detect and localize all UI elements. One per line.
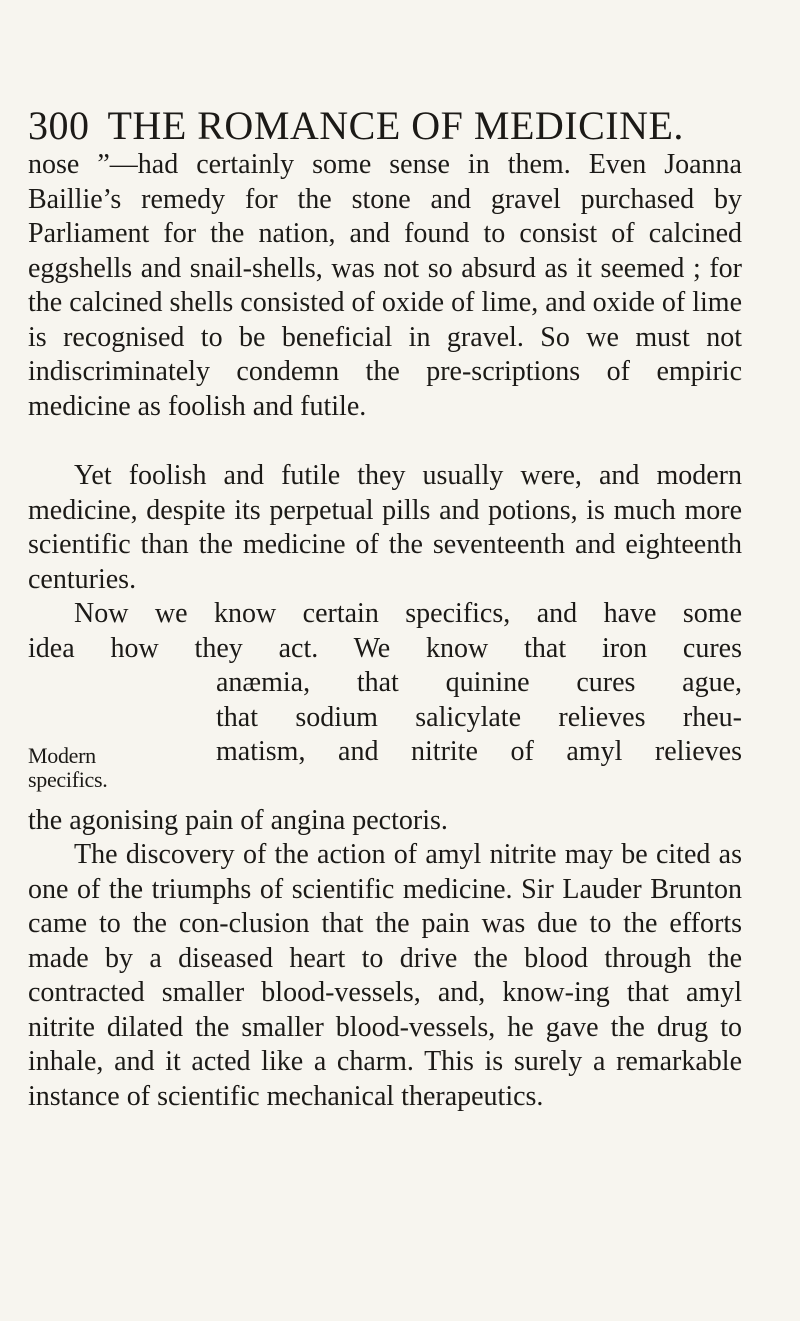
paragraph-4 xyxy=(28,838,742,1114)
paragraph-2-text: Yet foolish and futile they usually were, and modern medicine, despite its perpetual pills and potions, is much more scientific than the medicine of the seventeenth and eighteenth centuries. xyxy=(28,460,742,595)
paragraph-1-text: nose ”—had certainly some sense in them. Even Joanna Baillie’s remedy for the stone and gravel purchased by Parliament for the nation, and found to consist of calcined eggshells and snail-shells, was not so absurd as it seemed ; for the calcined shells consisted of oxide of lime, and oxide of lime is recognised to be beneficial in gravel. So we must not indiscriminately condemn the pre-scriptions of empiric medicine as foolish and futile. xyxy=(28,149,742,422)
paragraph-3-line-6: the agonising pain of angina pectoris. xyxy=(28,805,448,836)
paragraph-3-closing xyxy=(28,804,742,839)
paragraph-3-line-1: Now we know certain specifics, and have some xyxy=(74,598,742,629)
running-title: THE ROMANCE OF MEDICINE. xyxy=(107,103,684,148)
paragraph-4-text: The discovery of the action of amyl nitrite may be cited as one of the triumphs of scientific medicine. Sir Lauder Brunton came to the con-clusion that the pain was due to the efforts made by a diseased heart to drive the blood through the contracted smaller blood-vessels, and, know-ing that amyl nitrite dilated the smaller blood-vessels, he gave the drug to inhale, and it acted like a charm. This is surely a remarkable instance of scientific mechanical therapeutics. xyxy=(28,839,742,1112)
paragraph-1 xyxy=(28,148,742,424)
paragraph-3-wrapped xyxy=(28,666,742,770)
margin-note-line-2: specifics. xyxy=(28,767,108,792)
paragraph-3-line-4: that sodium salicylate relieves rheu- xyxy=(216,701,742,733)
margin-note-line-1: Modern xyxy=(28,743,96,768)
paragraph-3-line-5: matism, and nitrite of amyl relieves xyxy=(216,736,742,767)
paragraph-3-line-2: idea how they act. We know that iron cures xyxy=(28,632,742,664)
paragraph-3-line-3: anæmia, that quinine cures ague, xyxy=(216,667,742,698)
page-number: 300 xyxy=(28,103,90,148)
running-header xyxy=(28,102,748,149)
paragraph-3-opening xyxy=(28,597,742,666)
paragraph-2 xyxy=(28,459,742,597)
